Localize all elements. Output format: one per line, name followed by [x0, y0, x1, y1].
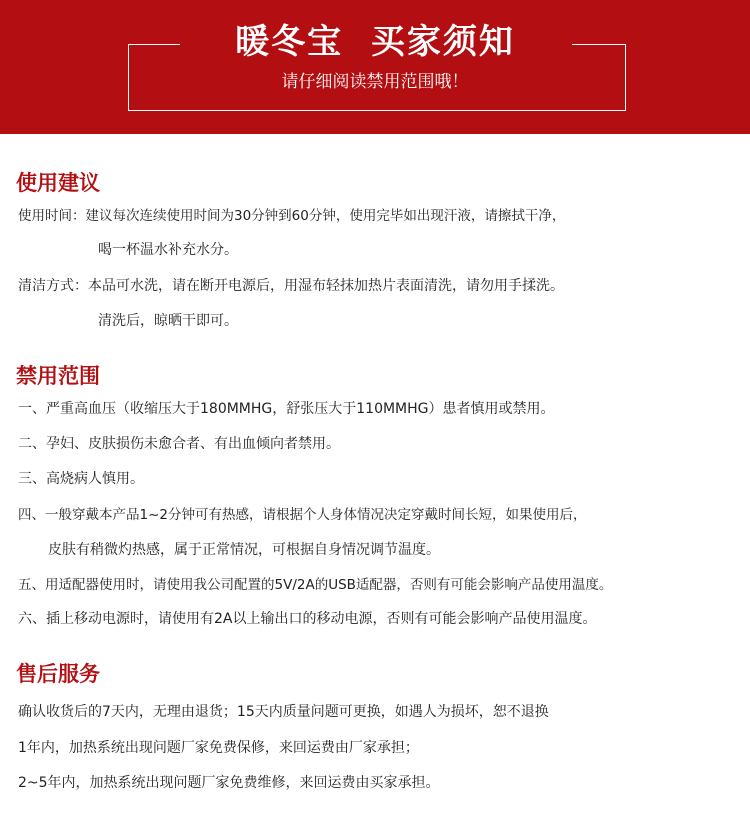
banner-title: 暖冬宝 买家须知 [235, 22, 515, 62]
after-sales-line-2: 1年内，加热系统出现问题厂家免费保修，来回运费由厂家承担； [18, 740, 419, 756]
after-sales-line-3: 2~5年内，加热系统出现问题厂家免费维修，来回运费由买家承担。 [18, 775, 440, 791]
prohibited-line-2: 二、孕妇、皮肤损伤未愈合者、有出血倾向者禁用。 [18, 436, 340, 452]
prohibited-line-5: 皮肤有稍微灼热感，属于正常情况，可根据自身情况调节温度。 [48, 542, 440, 558]
usage-line-2: 喝一杯温水补充水分。 [98, 242, 238, 258]
prohibited-line-3: 三、高烧病人慎用。 [18, 471, 144, 487]
prohibited-line-7: 六、插上移动电源时，请使用有2A以上输出口的移动电源，否则有可能会影响产品使用温度。 [18, 611, 597, 627]
prohibited-line-6: 五、用适配器使用时，请使用我公司配置的5V/2A的USB适配器，否则有可能会影响产品使用温度。 [18, 577, 613, 593]
after-sales-line-1: 确认收货后的7天内，无理由退货；15天内质量问题可更换，如遇人为损坏，恕不退换 [18, 704, 549, 720]
usage-line-3: 清洁方式：本品可水洗，请在断开电源后，用湿布轻抹加热片表面清洗，请勿用手揉洗。 [18, 278, 564, 294]
section-title-usage: 使用建议 [16, 171, 100, 195]
section-title-prohibited: 禁用范围 [16, 364, 100, 388]
prohibited-line-4: 四、一般穿戴本产品1~2分钟可有热感，请根据个人身体情况决定穿戴时间长短，如果使用后， [18, 507, 587, 523]
usage-line-1: 使用时间：建议每次连续使用时间为30分钟到60分钟，使用完毕如出现汗液，请擦拭干净， [18, 208, 566, 224]
prohibited-line-1: 一、严重高血压（收缩压大于180MMHG，舒张压大于110MMHG）患者慎用或禁用。 [18, 401, 555, 417]
usage-line-4: 清洗后，晾晒干即可。 [98, 313, 238, 329]
section-title-after-sales: 售后服务 [16, 662, 100, 686]
banner-subtitle: 请仔细阅读禁用范围哦！ [281, 72, 469, 92]
